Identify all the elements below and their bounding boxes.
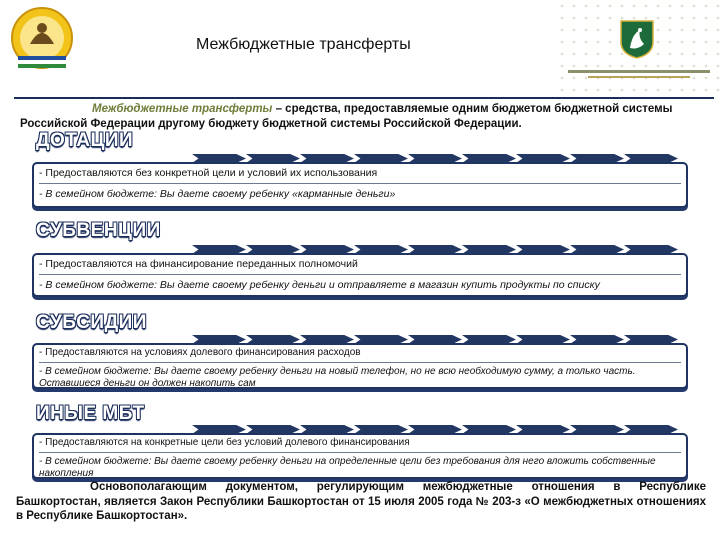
section-family-example: - В семейном бюджете: Вы даете своему ребенку деньги на новый телефон, но не всю необходимую сумму, а только часть. Оставшиеся деньги он должен накопить сам: [39, 362, 681, 390]
section-line: - Предоставляются без конкретной цели и условий их использования: [39, 167, 378, 179]
section-title-dotatsii: ДОТАЦИИ: [36, 130, 134, 151]
section-title-inye-mbt: ИНЫЕ МБТ: [36, 403, 145, 424]
section-title-subventsii: СУБВЕНЦИИ: [36, 220, 161, 241]
definition-line1-text: – средства, предоставляемые одним бюджетом бюджетной системы: [272, 103, 673, 115]
footer-rest: Башкортостан, является Закон Республики Башкортостан от 15 июля 2005 года № 203-з «О межбюджетных отношениях в Республике Башкортостан».: [16, 495, 706, 522]
slide-header: [0, 0, 720, 96]
section-family-example: - В семейном бюджете: Вы даете своему ребенку деньги на определенные цели без требования для него вложить собственные накопления: [39, 452, 681, 480]
section-family-example: - В семейном бюджете: Вы даете своему ребенку «карманные деньги»: [39, 183, 681, 201]
definition-text: [20, 102, 710, 132]
footer-line1: Основополагающим документом, регулирующим межбюджетные отношения в Республике: [90, 481, 706, 493]
section-title-subsidii: СУБСИДИИ: [36, 312, 147, 333]
section-box-subsidii: [32, 343, 688, 389]
section-family-example: - В семейном бюджете: Вы даете своему ребенку деньги и отправляете в магазин купить продукты по списку: [39, 274, 681, 292]
header-logo-block: [556, 0, 720, 92]
section-box-subventsii: [32, 253, 688, 297]
definition-term: Межбюджетные трансферты: [92, 103, 273, 115]
header-divider: [14, 97, 714, 99]
section-line: - Предоставляются на финансирование переданных полномочий: [39, 258, 358, 270]
section-line: - Предоставляются на конкретные цели без условий долевого финансирования: [39, 437, 410, 448]
slide-title: Межбюджетные трансферты: [196, 36, 411, 53]
section-box-inye-mbt: [32, 433, 688, 479]
organization-caption-mark: [564, 70, 714, 78]
footer-law-reference: [16, 480, 706, 524]
definition-line2-text: Российской Федерации другому бюджету бюджетной системы Российской Федерации.: [20, 118, 522, 130]
section-line: - Предоставляются на условиях долевого финансирования расходов: [39, 347, 361, 358]
section-box-dotatsii: [32, 162, 688, 208]
bashkortostan-emblem-icon: [8, 4, 76, 76]
city-coat-of-arms-icon: [618, 18, 656, 60]
